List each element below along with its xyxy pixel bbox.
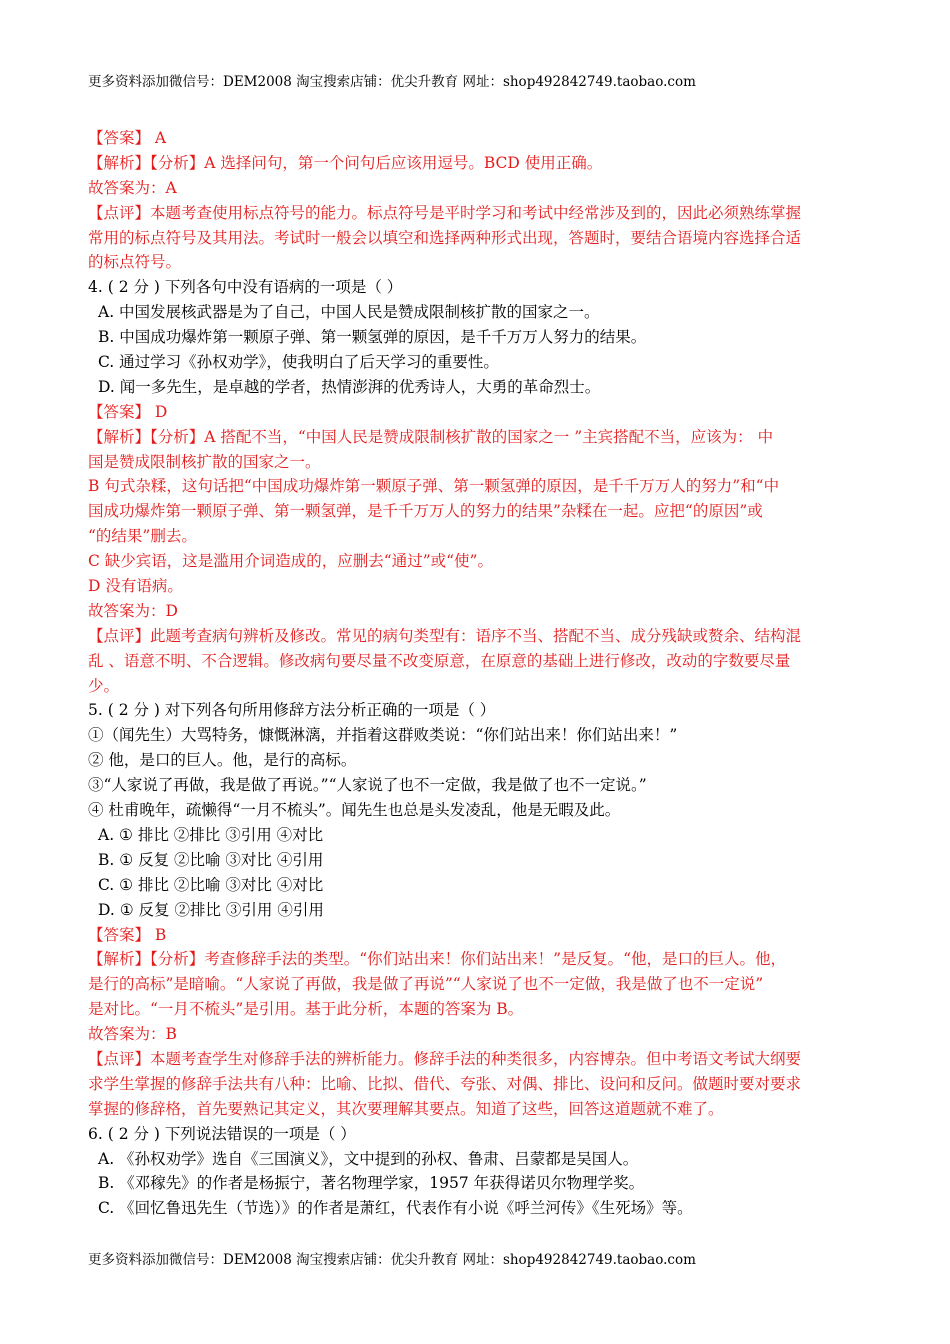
text-line: 【解析】【分析】考查修辞手法的类型。“你们站出来！你们站出来！”是反复。“他，是口的巨人。他， — [88, 950, 787, 969]
text-line: 是行的高标”是暗喻。“人家说了再做，我是做了再说”“人家说了也不一定做，我是做了也不一定说” — [88, 975, 764, 994]
text-line: 故答案为：A — [88, 178, 177, 197]
page-footer: 更多资料添加微信号：DEM2008 淘宝搜索店铺：优尖升教育 网址：shop492842749.taobao.com — [88, 1252, 696, 1268]
text-line: ② 他，是口的巨人。他，是行的高标。 — [88, 751, 357, 770]
text-line: 【点评】本题考查学生对修辞手法的辨析能力。修辞手法的种类很多，内容博杂。但中考语文考试大纲要 — [88, 1049, 802, 1068]
text-line: A. ① 排比 ②排比 ③引用 ④对比 — [98, 825, 324, 844]
text-line: 是对比。“一月不梳头”是引用。基于此分析，本题的答案为 B。 — [88, 1000, 524, 1019]
text-line: C. 《回忆鲁迅先生（节选）》的作者是萧红，代表作有小说《呼兰河传》《生死场》等。 — [98, 1199, 693, 1218]
text-line: B. ① 反复 ②比喻 ③对比 ④引用 — [98, 850, 324, 869]
text-line: D 没有语病。 — [88, 577, 183, 596]
text-line: 的标点符号。 — [88, 253, 182, 272]
text-line: D. ① 反复 ②排比 ③引用 ④引用 — [98, 900, 324, 919]
text-line: 5. ( 2 分 ) 对下列各句所用修辞方法分析正确的一项是（ ） — [88, 701, 496, 720]
page-header: 更多资料添加微信号：DEM2008 淘宝搜索店铺：优尖升教育 网址：shop492842749.taobao.com — [88, 74, 696, 90]
text-line: B. 中国成功爆炸第一颗原子弹、第一颗氢弹的原因，是千千万万人努力的结果。 — [98, 328, 647, 347]
text-line: D. 闻一多先生，是卓越的学者，热情澎湃的优秀诗人，大勇的革命烈士。 — [98, 377, 601, 396]
text-line: 故答案为：D — [88, 601, 178, 620]
text-line: 掌握的修辞格，首先要熟记其定义，其次要理解其要点。知道了这些，回答这道题就不难了。 — [88, 1099, 724, 1118]
text-line: B. 《邓稼先》的作者是杨振宁，著名物理学家，1957 年获得诺贝尔物理学奖。 — [98, 1174, 645, 1193]
text-line: 【答案】 B — [88, 925, 167, 944]
text-line: A. 《孙权劝学》选自《三国演义》，文中提到的孙权、鲁肃、吕蒙都是吴国人。 — [98, 1149, 639, 1168]
text-line: 乱 、语意不明、不合逻辑。修改病句要尽量不改变原意，在原意的基础上进行修改，改动的字数要尽量 — [88, 651, 791, 670]
text-line: B 句式杂糅，这句话把“中国成功爆炸第一颗原子弹、第一颗氢弹的原因，是千千万万人的努力”和“中 — [88, 477, 780, 496]
text-line: C 缺少宾语，这是滥用介词造成的，应删去“通过”或“使”。 — [88, 552, 493, 571]
text-line: C. 通过学习《孙权劝学》，使我明白了后天学习的重要性。 — [98, 353, 499, 372]
text-line: 少。 — [88, 676, 120, 695]
text-line: ①（闻先生）大骂特务，慷慨淋漓，并指着这群败类说：“你们站出来！你们站出来！” — [88, 726, 678, 745]
text-line: 求学生掌握的修辞手法共有八种：比喻、比拟、借代、夸张、对偶、排比、设问和反问。做题时要对要求 — [88, 1074, 802, 1093]
text-line: 【解析】【分析】A 选择问句，第一个问句后应该用逗号。BCD 使用正确。 — [88, 153, 603, 172]
text-line: 【点评】此题考查病句辨析及修改。常见的病句类型有：语序不当、搭配不当、成分残缺或赘余、结构混 — [88, 626, 802, 645]
text-line: 4. ( 2 分 ) 下列各句中没有语病的一项是（ ） — [88, 278, 403, 297]
text-line: 国是赞成限制核扩散的国家之一。 — [88, 452, 321, 471]
text-line: “的结果”删去。 — [88, 527, 197, 546]
text-line: ④ 杜甫晚年，疏懒得“一月不梳头”。闻先生也总是头发凌乱，他是无暇及此。 — [88, 801, 621, 820]
text-line: 【点评】本题考查使用标点符号的能力。标点符号是平时学习和考试中经常涉及到的，因此必须熟练掌握 — [88, 203, 802, 222]
text-line: C. ① 排比 ②比喻 ③对比 ④对比 — [98, 875, 324, 894]
text-line: A. 中国发展核武器是为了自己，中国人民是赞成限制核扩散的国家之一。 — [98, 303, 600, 322]
text-line: 【解析】【分析】A 搭配不当，“中国人民是赞成限制核扩散的国家之一 ”主宾搭配不当，应该为： 中 — [88, 427, 774, 446]
text-line: ③“人家说了再做，我是做了再说。”“人家说了也不一定做，我是做了也不一定说。” — [88, 776, 647, 795]
text-line: 【答案】 A — [88, 129, 167, 147]
text-line: 【答案】 D — [88, 402, 168, 421]
document-body — [88, 126, 868, 1221]
text-line: 故答案为：B — [88, 1025, 177, 1044]
text-line: 6. ( 2 分 ) 下列说法错误的一项是（ ） — [88, 1124, 356, 1143]
text-line: 常用的标点符号及其用法。考试时一般会以填空和选择两种形式出现，答题时，要结合语境内容选择合适 — [88, 228, 802, 247]
text-line: 国成功爆炸第一颗原子弹、第一颗氢弹，是千千万万人的努力的结果”杂糅在一起。应把“的原因”或 — [88, 502, 763, 521]
